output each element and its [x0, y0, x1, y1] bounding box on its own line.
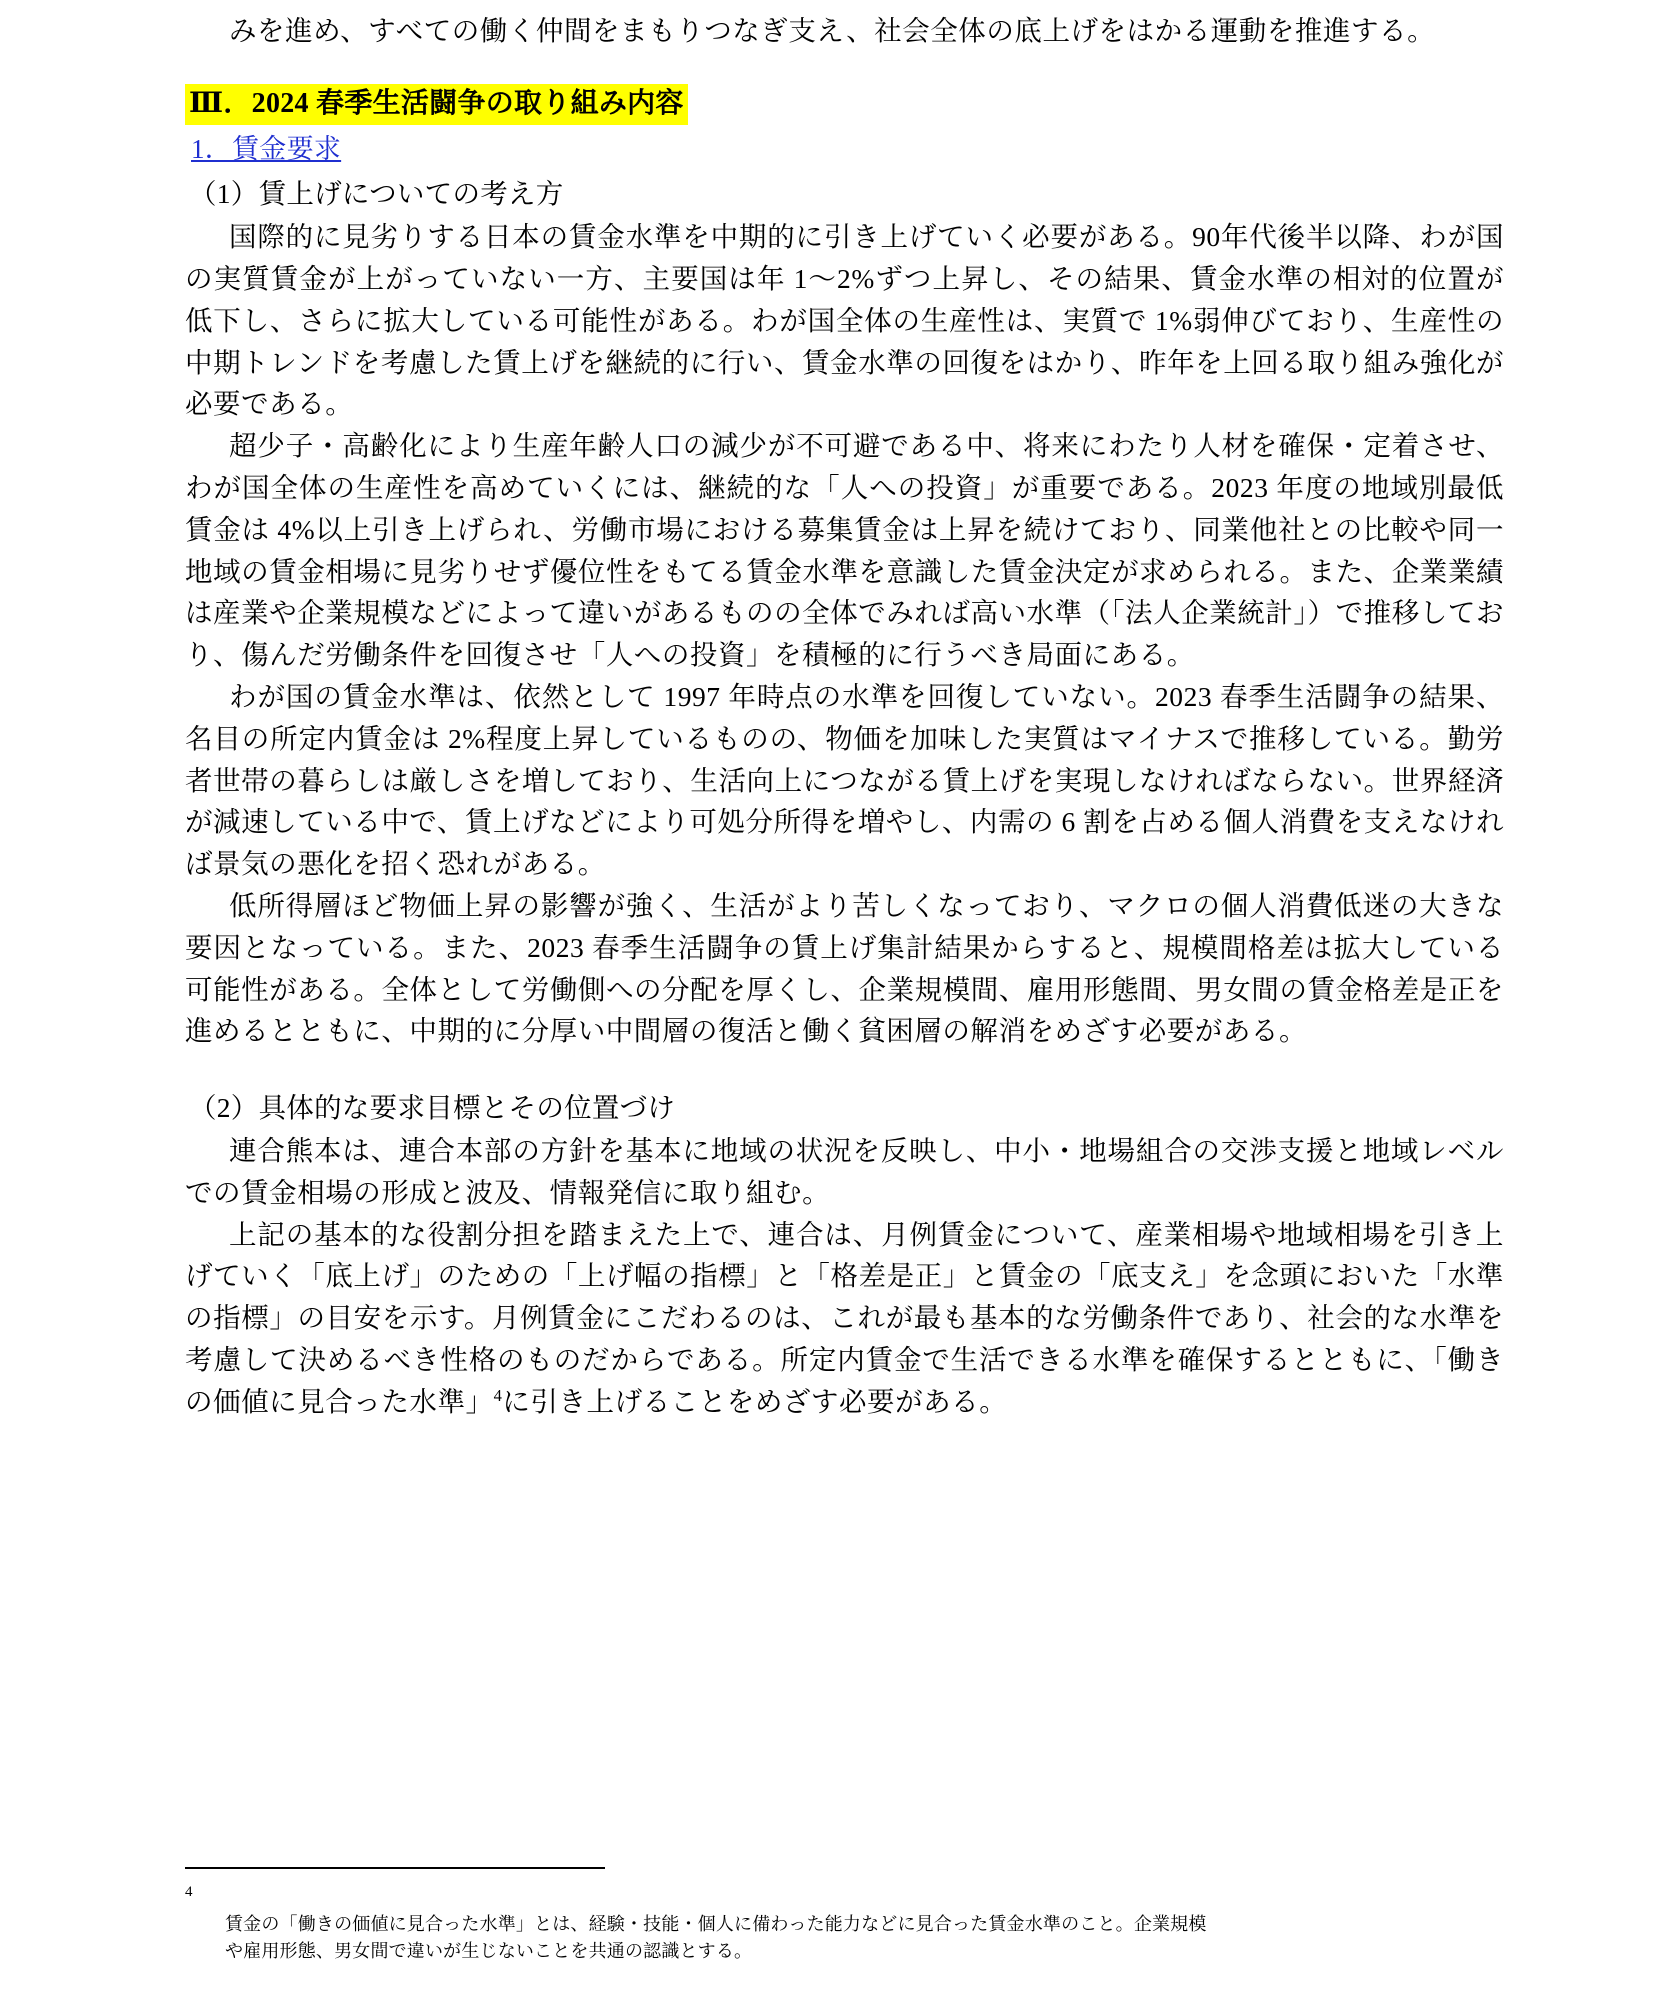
subsection-heading: 1．賃金要求: [191, 133, 342, 164]
item1-heading: （1）賃上げについての考え方: [189, 178, 564, 210]
item2-heading: （2）具体的な要求目標とその位置づけ: [189, 1092, 676, 1124]
paragraph: 超少子・高齢化により生産年齢人口の減少が不可避である中、将来にわたり人材を確保・定着させ、わが国全体の生産性を高めていくには、継続的な「人への投資」が重要である。2023 年度の地域別最低賃金は 4%以上引き上げられ、労働市場における募集賃金は上昇を続けており、同業他社との比較や同一地域の賃金相場に見劣りせず優位性をもてる賃金水準を意識した賃金決定が求められる。また、企業業績は産業や企業規模などによって違いがあるものの全体でみれば高い水準（「法人企業統計」）で推移しており、傷んだ労働条件を回復させ「人への投資」を積極的に行うべき局面にある。: [185, 430, 1504, 671]
paragraph: わが国の賃金水準は、依然として 1997 年時点の水準を回復していない。2023 春季生活闘争の結果、名目の所定内賃金は 2%程度上昇しているものの、物価を加味した実質はマイナスで推移している。勤労者世帯の暮らしは厳しさを増しており、生活向上につながる賃上げを実現しなければならない。世界経済が減速している中で、賃上げなどにより可処分所得を増やし、内需の 6 割を占める個人消費を支えなければ景気の悪化を招く恐れがある。: [185, 681, 1504, 880]
footnote-reference: 4: [493, 1385, 503, 1405]
footnote-area: [185, 1867, 1504, 1965]
paragraph: 国際的に見劣りする日本の賃金水準を中期的に引き上げていく必要がある。90年代後半以降、わが国の実質賃金が上がっていない一方、主要国は年 1～2%ずつ上昇し、その結果、賃金水準の相対的位置が低下し、さらに拡大している可能性がある。わが国全体の生産性は、実質で 1%弱伸びており、生産性の中期トレンドを考慮した賃上げを継続的に行い、賃金水準の回復をはかり、昨年を上回る取り組み強化が必要である。: [185, 221, 1504, 420]
paragraph-with-footnote-ref: [185, 1214, 1504, 1423]
section-heading: Ⅲ．2024 春季生活闘争の取り組み内容: [185, 84, 688, 125]
top-paragraph: みを進め、すべての働く仲間をまもりつなぎ支え、社会全体の底上げをはかる運動を推進する。: [229, 15, 1436, 46]
paragraph-text-after: に引き上げることをめざす必要がある。: [502, 1385, 1008, 1417]
footnote-number: 4: [185, 1884, 193, 1900]
section-heading-wrap: [185, 52, 1504, 125]
footnote-line-2: や雇用形態、男女間で違いが生じないことを共通の認識とする。: [225, 1941, 753, 1961]
spacer: [185, 1052, 1504, 1082]
footnote-divider: [185, 1867, 605, 1869]
paragraph: 低所得層ほど物価上昇の影響が強く、生活がより苦しくなっており、マクロの個人消費低迷の大きな要因となっている。また、2023 春季生活闘争の賃上げ集計結果からすると、規模間格差は拡大している可能性がある。全体として労働側への分配を厚くし、企業規模間、雇用形態間、男女間の賃金格差是正を進めるとともに、中期的に分厚い中間層の復活と働く貧困層の解消をめざす必要がある。: [185, 890, 1504, 1047]
paragraph-text-before: 上記の基本的な役割分担を踏まえた上で、連合は、月例賃金について、産業相場や地域相場を引き上げていく「底上げ」のための「上げ幅の指標」と「格差是正」と賃金の「底支え」を念頭においた「水準の指標」の目安を示す。月例賃金にこだわるのは、これが最も基本的な労働条件であり、社会的な水準を考慮して決めるべき性格のものだからである。所定内賃金で生活できる水準を確保するとともに、「働きの価値に見合った水準」: [185, 1218, 1504, 1417]
footnote: [185, 1881, 1504, 1965]
item1-body: [185, 216, 1504, 1052]
item2-body: [185, 1130, 1504, 1423]
paragraph: 連合熊本は、連合本部の方針を基本に地域の状況を反映し、中小・地場組合の交渉支援と地域レベルでの賃金相場の形成と波及、情報発信に取り組む。: [185, 1135, 1504, 1208]
footnote-line-1: 賃金の「働きの価値に見合った水準」とは、経験・技能・個人に備わった能力などに見合った賃金水準のこと。企業規模: [225, 1914, 1207, 1934]
subsection-heading-wrap: [185, 131, 1504, 169]
